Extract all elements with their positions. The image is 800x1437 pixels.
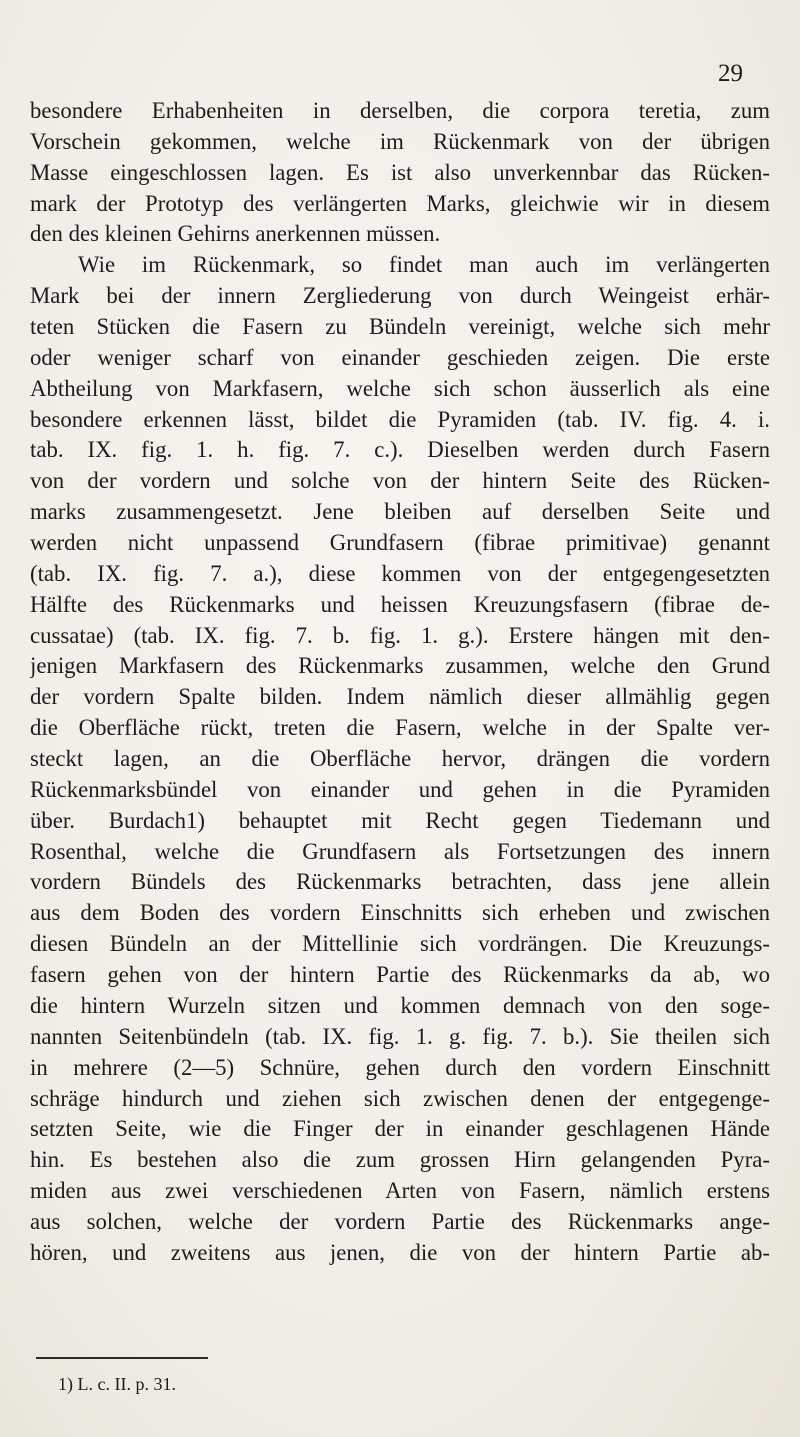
text-line: vordern Bündels des Rückenmarks betrachten, dass jene allein	[30, 869, 770, 895]
text-line: schräge hindurch und ziehen sich zwischen denen der entgegenge-	[30, 1085, 770, 1111]
text-line: der vordern Spalte bilden. Indem nämlich dieser allmählig gegen	[30, 684, 770, 710]
text-line: über. Burdach1) behauptet mit Recht gegen Tiedemann und	[30, 807, 770, 833]
text-line: die hintern Wurzeln sitzen und kommen demnach von den soge-	[30, 992, 770, 1018]
text-line: oder weniger scharf von einander geschieden zeigen. Die erste	[30, 344, 770, 370]
text-line: mark der Prototyp des verlängerten Marks, gleichwie wir in diesem	[30, 190, 770, 216]
text-line: Rückenmarksbündel von einander und gehen in die Pyramiden	[30, 776, 770, 802]
text-line: Abtheilung von Markfasern, welche sich schon äusserlich als eine	[30, 375, 770, 401]
text-line: Vorschein gekommen, welche im Rückenmark von der übrigen	[30, 128, 770, 154]
text-line: teten Stücken die Fasern zu Bündeln vereinigt, welche sich mehr	[30, 314, 770, 340]
text-line: diesen Bündeln an der Mittellinie sich vordrängen. Die Kreuzungs-	[30, 931, 770, 957]
text-line: Mark bei der innern Zergliederung von durch Weingeist erhär-	[30, 283, 770, 309]
text-line: fasern gehen von der hintern Partie des Rückenmarks da ab, wo	[30, 962, 770, 988]
text-line: miden aus zwei verschiedenen Arten von Fasern, nämlich erstens	[30, 1178, 770, 1204]
text-line: steckt lagen, an die Oberfläche hervor, drängen die vordern	[30, 746, 770, 772]
text-line: (tab. IX. fig. 7. a.), diese kommen von der entgegengesetzten	[30, 560, 770, 586]
text-line: Wie im Rückenmark, so findet man auch im verlängerten	[78, 252, 770, 278]
text-line: werden nicht unpassend Grundfasern (fibrae primitivae) genannt	[30, 530, 770, 556]
text-line: besondere erkennen lässt, bildet die Pyramiden (tab. IV. fig. 4. i.	[30, 406, 770, 432]
text-line: hören, und zweitens aus jenen, die von der hintern Partie ab-	[30, 1239, 770, 1265]
text-line: cussatae) (tab. IX. fig. 7. b. fig. 1. g.). Erstere hängen mit den-	[30, 622, 770, 648]
text-line: aus solchen, welche der vordern Partie des Rückenmarks ange-	[30, 1208, 770, 1234]
text-line: hin. Es bestehen also die zum grossen Hirn gelangenden Pyra-	[30, 1147, 770, 1173]
text-line: die Oberfläche rückt, treten die Fasern, welche in der Spalte ver-	[30, 715, 770, 741]
text-line: besondere Erhabenheiten in derselben, die corpora teretia, zum	[30, 98, 770, 123]
text-line: nannten Seitenbündeln (tab. IX. fig. 1. g. fig. 7. b.). Sie theilen sich	[30, 1023, 770, 1049]
page-number: 29	[718, 60, 743, 87]
footnote-divider	[36, 1357, 208, 1359]
footnote: 1) L. c. II. p. 31.	[58, 1374, 176, 1394]
text-line: marks zusammengesetzt. Jene bleiben auf derselben Seite und	[30, 499, 770, 525]
text-line: Hälfte des Rückenmarks und heissen Kreuzungsfasern (fibrae de-	[30, 591, 770, 617]
text-line: setzten Seite, wie die Finger der in einander geschlagenen Hände	[30, 1116, 770, 1142]
text-line: in mehrere (2—5) Schnüre, gehen durch den vordern Einschnitt	[30, 1054, 770, 1080]
text-line: tab. IX. fig. 1. h. fig. 7. c.). Dieselben werden durch Fasern	[30, 437, 770, 463]
text-line: Rosenthal, welche die Grundfasern als Fortsetzungen des innern	[30, 838, 770, 864]
body-text	[30, 96, 770, 1269]
text-line: den des kleinen Gehirns anerkennen müssen.	[30, 221, 441, 247]
text-line: Masse eingeschlossen lagen. Es ist also unverkennbar das Rücken-	[30, 159, 770, 185]
text-line: aus dem Boden des vordern Einschnitts sich erheben und zwischen	[30, 900, 770, 926]
text-line: jenigen Markfasern des Rückenmarks zusammen, welche den Grund	[30, 653, 770, 679]
text-line: von der vordern und solche von der hintern Seite des Rücken-	[30, 468, 770, 494]
